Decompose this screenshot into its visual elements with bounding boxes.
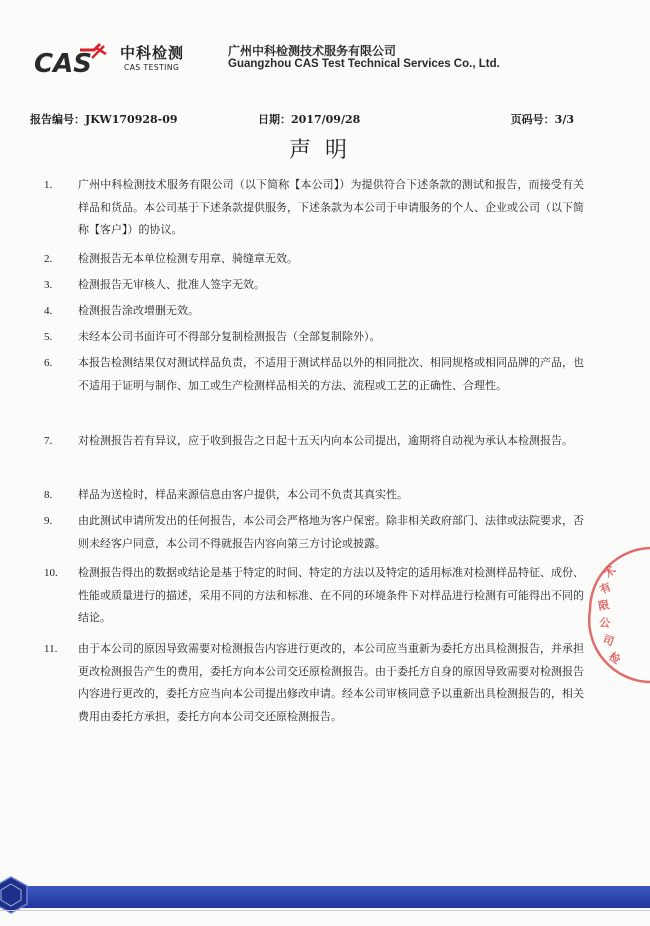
company-name-english: Guangzhou CAS Test Technical Services Co., Ltd. [228, 58, 500, 70]
clause-number: 1. [44, 179, 53, 191]
clause-number: 3. [44, 279, 53, 291]
clause-text: 检测报告无本单位检测专用章、骑缝章无效。 [78, 252, 298, 265]
svg-text:术: 术 [601, 563, 619, 581]
report-number: 报告编号：JKW170928-09 [30, 113, 178, 126]
footer-divider [0, 910, 650, 911]
clause-text: 由于本公司的原因导致需要对检测报告内容进行更改的，本公司应当重新为委托方出具检测报告，并承担更改检测报告产生的费用，委托方向本公司交还原检测报告。由于委托方自身的原因导致需要对检测报告内容进行更改的，委托方应当向本公司提出修改申请。经本公司审核同意予以重新出具检测报告的，相关费用由委托方承担，委托方向本公司交还原检测报告。 [78, 642, 584, 723]
svg-text:司: 司 [600, 632, 616, 649]
clause-number: 2. [44, 253, 53, 265]
page-number: 页码号：3/3 [510, 113, 574, 126]
clause-number: 9. [44, 515, 53, 527]
clause-text: 广州中科检测技术服务有限公司（以下简称【本公司】）为提供符合下述条款的测试和报告，而接受有关样品和货品。本公司基于下述条款提供服务，下述条款为本公司于申请服务的个人、企业或公司（以下简称【客户】）的协议。 [78, 178, 584, 236]
clause-number: 5. [44, 331, 53, 343]
clause-number: 11. [44, 643, 58, 655]
report-date: 日期：2017/09/28 [258, 113, 361, 126]
clause-text: 检测报告涂改增删无效。 [78, 304, 199, 317]
footer-badge-icon [0, 876, 30, 914]
svg-text:公: 公 [598, 616, 611, 630]
svg-text:检: 检 [606, 649, 623, 667]
logo-english-name: CAS TESTING [124, 63, 180, 72]
clause-text: 未经本公司书面许可不得部分复制检测报告（全部复制除外）。 [78, 330, 381, 343]
svg-text:有: 有 [597, 580, 614, 597]
clause-text: 本报告检测结果仅对测试样品负责，不适用于测试样品以外的相同批次、相同规格或相同品牌的产品，也不适用于证明与制作、加工或生产检测样品相关的方法、流程或工艺的正确性、合理性。 [78, 356, 584, 392]
clause-text: 由此测试申请所发出的任何报告，本公司会严格地为客户保密。除非相关政府部门、法律或法院要求，否则未经客户同意，本公司不得就报告内容向第三方讨论或披露。 [78, 514, 584, 550]
document-title: 声明 [288, 138, 361, 163]
clause-text: 对检测报告若有异议，应于收到报告之日起十五天内向本公司提出，逾期将自动视为承认本检测报告。 [78, 434, 573, 447]
riding-seal-stamp [582, 540, 650, 690]
clause-number: 7. [44, 435, 53, 447]
clause-number: 8. [44, 489, 53, 501]
cas-logo-letters: CAS [34, 49, 92, 79]
clause-text: 检测报告无审核人、批准人签字无效。 [78, 278, 265, 291]
clause-text: 检测报告得出的数据或结论是基于特定的时间、特定的方法以及特定的适用标准对检测样品特征、成份、性能或质量进行的描述，采用不同的方法和标准、在不同的环境条件下对样品进行检测有可能得出不同的结论。 [78, 566, 584, 624]
clause-text: 样品为送检时，样品来源信息由客户提供，本公司不负责其真实性。 [78, 488, 408, 501]
cas-logo [34, 42, 194, 82]
logo-chinese-name: 中科检测 [120, 44, 185, 62]
clause-number: 10. [44, 567, 58, 579]
clause-number: 6. [44, 357, 53, 369]
clause-number: 4. [44, 305, 53, 317]
svg-text:限: 限 [597, 598, 611, 613]
footer-blue-strip [0, 886, 650, 908]
company-name-chinese: 广州中科检测技术服务有限公司 [228, 44, 397, 58]
cas-logo-mark [34, 42, 124, 82]
